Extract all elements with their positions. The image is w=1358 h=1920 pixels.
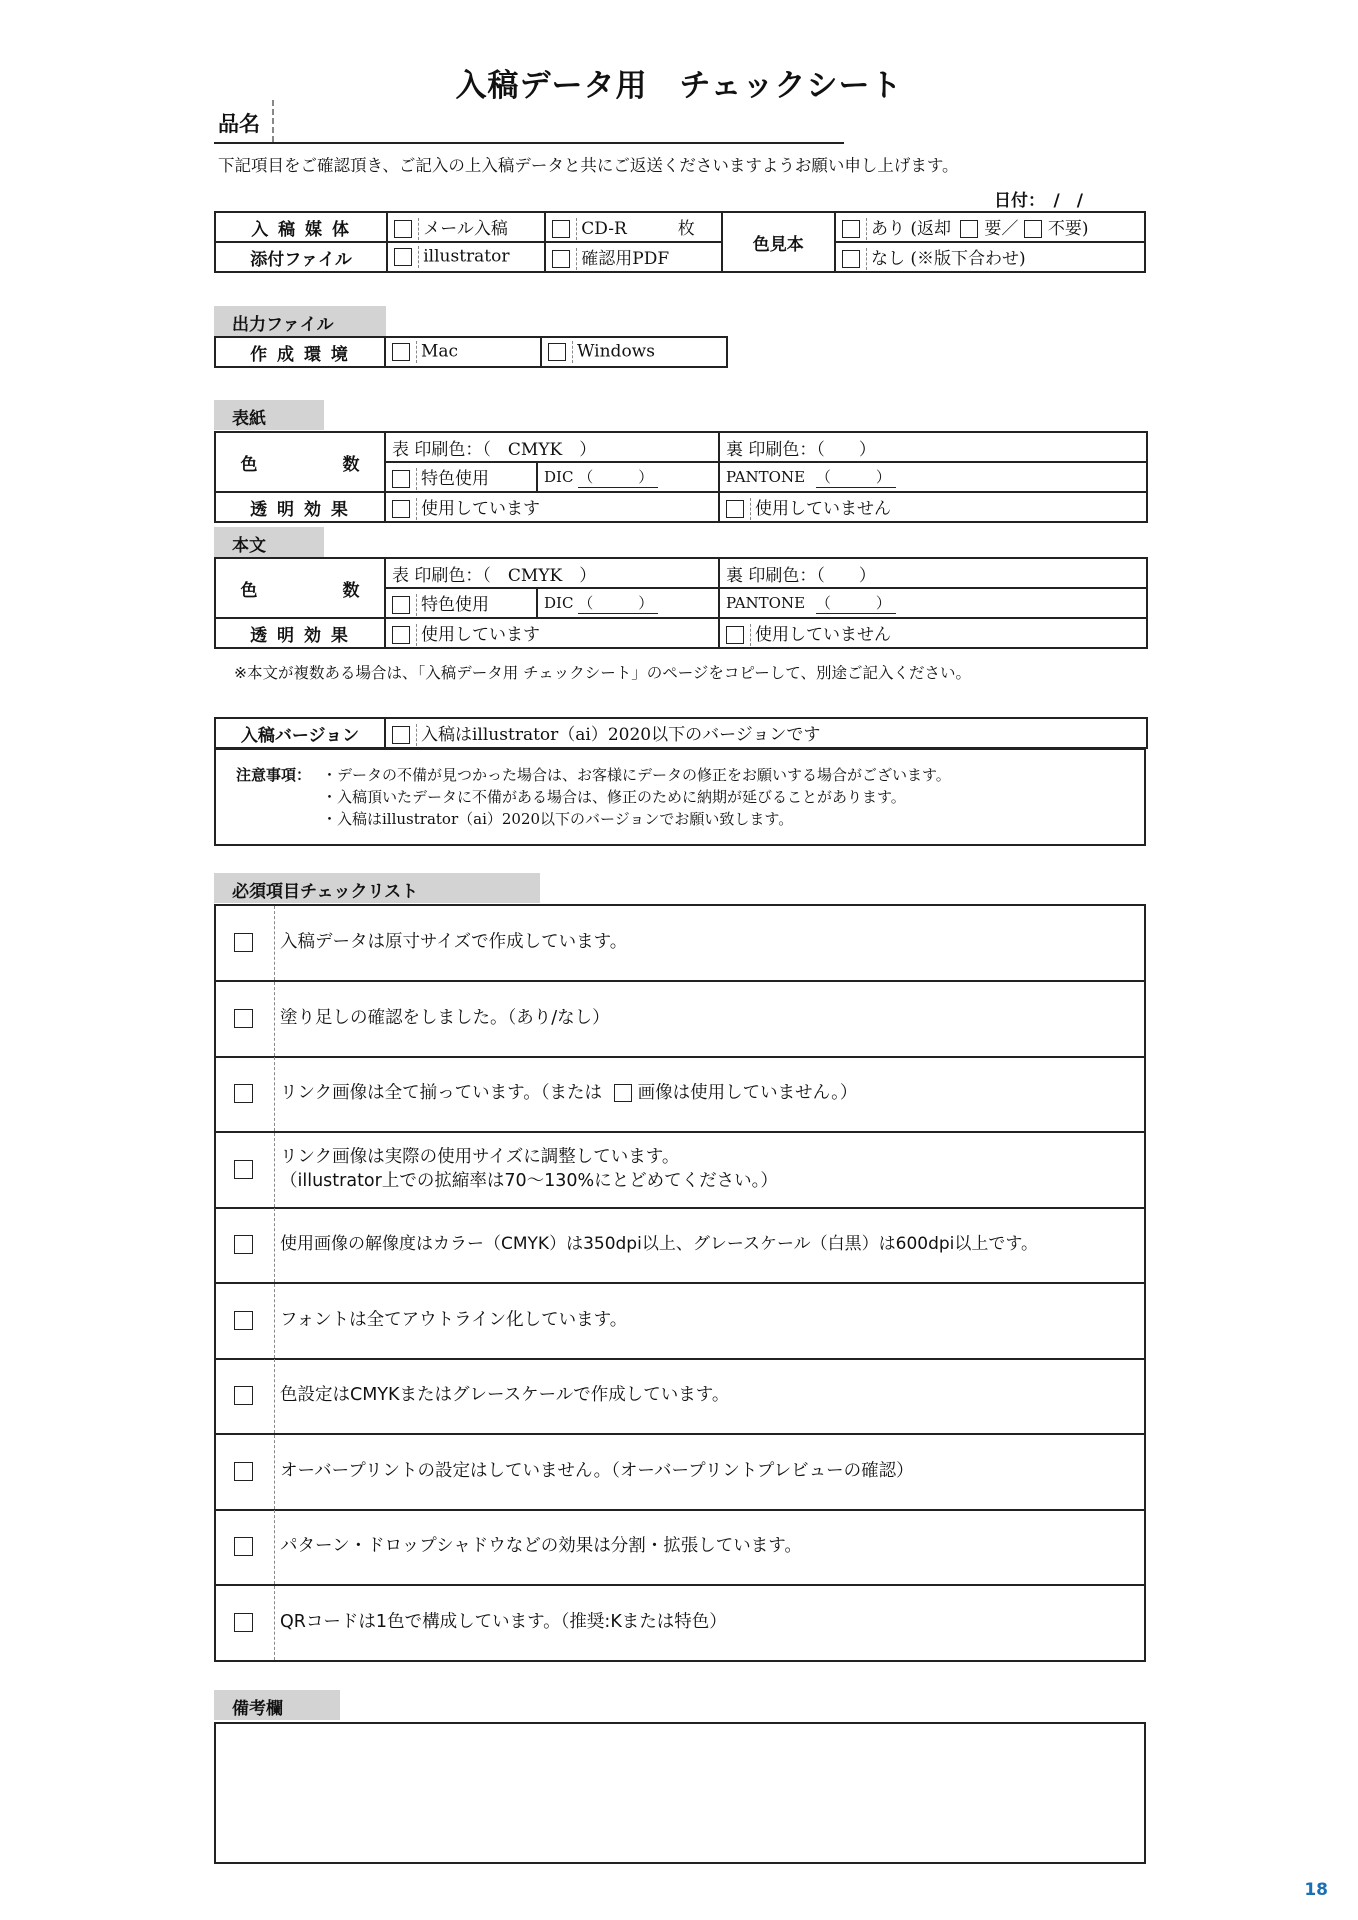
checklist-checkbox[interactable] (234, 1160, 253, 1179)
illustrator-checkbox[interactable] (394, 248, 412, 266)
media-table (214, 211, 1146, 273)
cover-pantone-field[interactable]: PANTONE （ ） (719, 462, 1147, 492)
body-pantone-field[interactable]: PANTONE （ ） (719, 588, 1147, 618)
product-name-divider (272, 100, 274, 142)
windows-checkbox[interactable] (548, 343, 566, 361)
output-heading: 出力ファイル (214, 306, 386, 336)
cover-dic-field[interactable]: DIC （ ） (537, 462, 719, 492)
checklist-checkbox[interactable] (234, 1084, 253, 1103)
pdf-option[interactable]: 確認用PDF (545, 242, 721, 272)
checklist-item[interactable]: リンク画像は全て揃っています。（または 画像は使用していません。） (216, 1057, 1144, 1133)
cdr-checkbox[interactable] (552, 220, 570, 238)
body-dic-field[interactable]: DIC （ ） (537, 588, 719, 618)
body-spot-checkbox[interactable] (392, 596, 410, 614)
cover-trans-yes-checkbox[interactable] (392, 500, 410, 518)
checklist-checkbox[interactable] (234, 1235, 253, 1254)
body-trans-no-checkbox[interactable] (726, 626, 744, 644)
checklist-item[interactable]: 色設定はCMYKまたはグレースケールで作成しています。 (216, 1359, 1144, 1435)
checklist-item[interactable]: パターン・ドロップシャドウなどの効果は分割・拡張しています。 (216, 1510, 1144, 1586)
email-option[interactable]: メール入稿 (387, 212, 545, 242)
color-sample-no[interactable]: なし (※版下合わせ) (835, 242, 1145, 272)
cover-trans-yes[interactable]: 使用しています (385, 492, 719, 522)
body-spot-option[interactable]: 特色使用 (385, 588, 537, 618)
product-name-field[interactable] (214, 142, 844, 144)
checklist-checkbox[interactable] (234, 1311, 253, 1330)
color-sample-yes[interactable]: あり (返却 要／ 不要) (835, 212, 1145, 242)
checklist-checkbox[interactable] (234, 1537, 253, 1556)
version-table (214, 717, 1148, 749)
checklist-item[interactable]: 入稿データは原寸サイズで作成しています。 (216, 906, 1144, 982)
checklist-checkbox[interactable] (234, 933, 253, 952)
note-item: ・入稿はillustrator（ai）2020以下のバージョンでお願い致します。 (322, 810, 794, 828)
checklist-checkbox[interactable] (234, 1386, 253, 1405)
mac-checkbox[interactable] (392, 343, 410, 361)
checklist-item[interactable]: オーバープリントの設定はしていません。（オーバープリントプレビューの確認） (216, 1435, 1144, 1511)
cover-spot-checkbox[interactable] (392, 470, 410, 488)
attachment-label: 添付ファイル (215, 242, 387, 272)
sample-yes-checkbox[interactable] (842, 220, 860, 238)
no-images-checkbox[interactable] (614, 1084, 632, 1102)
checklist-checkbox[interactable] (234, 1613, 253, 1632)
checklist-checkbox[interactable] (234, 1009, 253, 1028)
body-trans-no[interactable]: 使用していません (719, 618, 1147, 648)
cover-trans-no-checkbox[interactable] (726, 500, 744, 518)
color-sample-label: 色見本 (722, 212, 835, 272)
pdf-checkbox[interactable] (552, 250, 570, 268)
checklist-item[interactable]: フォントは全てアウトライン化しています。 (216, 1284, 1144, 1360)
body-color-label: 色 数 (215, 558, 385, 618)
checklist-checkbox[interactable] (234, 1462, 253, 1481)
version-option[interactable]: 入稿はillustrator（ai）2020以下のバージョンです (385, 718, 1147, 748)
body-heading: 本文 (214, 527, 324, 557)
remarks-box[interactable] (214, 1722, 1146, 1864)
media-label: 入 稿 媒 体 (215, 212, 387, 242)
notes-list (322, 764, 951, 830)
email-checkbox[interactable] (394, 220, 412, 238)
sample-no-checkbox[interactable] (842, 250, 860, 268)
product-name-label: 品名 (218, 112, 260, 136)
body-transparency-label: 透 明 効 果 (215, 618, 385, 648)
checklist-box (214, 904, 1146, 1662)
date-field[interactable]: 日付： / / (994, 191, 1083, 211)
cover-heading: 表紙 (214, 400, 324, 430)
output-table (214, 336, 728, 368)
illustrator-option[interactable]: illustrator (387, 242, 545, 272)
version-checkbox[interactable] (392, 726, 410, 744)
page-number: 18 (1304, 1880, 1328, 1900)
note-item: ・データの不備が見つかった場合は、お客様にデータの修正をお願いする場合がございます。 (322, 766, 951, 784)
notes-label: 注意事項： (236, 766, 312, 784)
cover-color-label: 色 数 (215, 432, 385, 492)
cdr-option[interactable]: CD-R 枚 (545, 212, 721, 242)
checklist-heading: 必須項目チェックリスト (214, 873, 540, 903)
remarks-heading: 備考欄 (214, 1690, 340, 1720)
notes-box (214, 748, 1146, 846)
cover-back-color[interactable]: 裏 印刷色：（ ） (719, 432, 1147, 462)
cover-trans-no[interactable]: 使用していません (719, 492, 1147, 522)
body-back-color[interactable]: 裏 印刷色：（ ） (719, 558, 1147, 588)
cover-transparency-label: 透 明 効 果 (215, 492, 385, 522)
cover-spot-option[interactable]: 特色使用 (385, 462, 537, 492)
body-front-color[interactable]: 表 印刷色：（ CMYK ） (385, 558, 719, 588)
mac-option[interactable]: Mac (385, 337, 541, 367)
intro-text: 下記項目をご確認頂き、ご記入の上入稿データと共にご返送くださいますようお願い申し上げます。 (218, 156, 959, 175)
environment-label: 作 成 環 境 (215, 337, 385, 367)
body-trans-yes[interactable]: 使用しています (385, 618, 719, 648)
cover-front-color[interactable]: 表 印刷色：（ CMYK ） (385, 432, 719, 462)
body-table (214, 557, 1148, 649)
body-trans-yes-checkbox[interactable] (392, 626, 410, 644)
return-yes-checkbox[interactable] (960, 220, 978, 238)
checklist-item[interactable]: QRコードは1色で構成しています。（推奨:Kまたは特色） (216, 1586, 1144, 1660)
version-label: 入稿バージョン (215, 718, 385, 748)
note-item: ・入稿頂いたデータに不備がある場合は、修正のために納期が延びることがあります。 (322, 788, 906, 806)
checklist-item[interactable]: リンク画像は実際の使用サイズに調整しています。 （illustrator上での拡縮率は70～130%にとどめてください。） (216, 1133, 1144, 1209)
return-no-checkbox[interactable] (1024, 220, 1042, 238)
body-note: ※本文が複数ある場合は、「入稿データ用 チェックシート」のページをコピーして、別途ご記入ください。 (234, 664, 971, 682)
windows-option[interactable]: Windows (541, 337, 727, 367)
page-title: 入稿データ用 チェックシート (455, 68, 903, 104)
checklist-item[interactable]: 塗り足しの確認をしました。（あり/なし） (216, 982, 1144, 1058)
cover-table (214, 431, 1148, 523)
checklist-item[interactable]: 使用画像の解像度はカラー（CMYK）は350dpi以上、グレースケール（白黒）は600dpi以上です。 (216, 1208, 1144, 1284)
